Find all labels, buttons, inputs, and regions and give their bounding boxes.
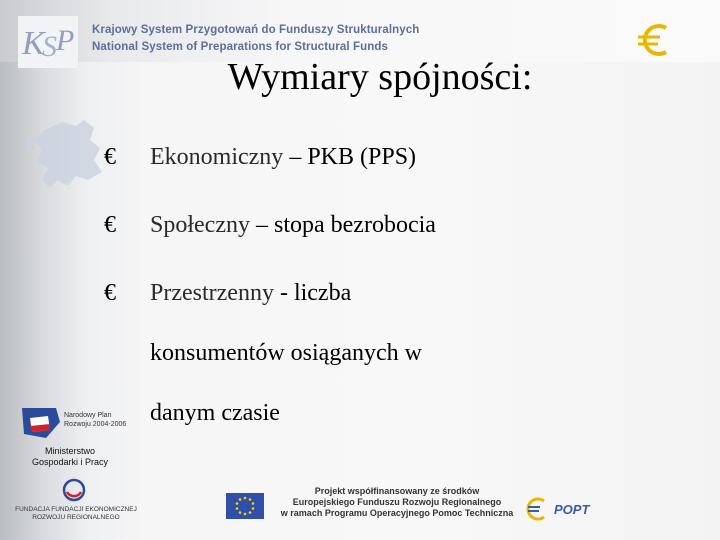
euro-logo-icon	[632, 18, 676, 62]
ministry-line2: Gospodarki i Pracy	[31, 457, 109, 468]
bullet-term: Społeczny	[150, 212, 250, 238]
ministry-line1: Ministerstwo	[44, 446, 95, 456]
bullet-term: Ekonomiczny	[150, 144, 284, 170]
bullet-rest: – stopa bezrobocia	[249, 212, 436, 238]
npr-text: Narodowy Plan Rozwoju 2004-2006	[64, 412, 127, 428]
bullet-term: Przestrzenny	[150, 280, 274, 306]
project-line2: Europejskiego Funduszu Rozwoju Regionalnego	[292, 496, 502, 507]
bullet-rest: – PKB (PPS)	[283, 144, 417, 170]
svg-text:P: P	[56, 24, 75, 57]
project-line1: Projekt współfinansowany ze środków	[314, 486, 480, 496]
org-name-english: National System of Preparations for Structural Funds	[92, 41, 388, 53]
svg-text:K: K	[22, 25, 45, 62]
org-name-polish: Krajowy System Przygotowań do Funduszy Strukturalnych	[92, 24, 420, 36]
euro-bullet-icon: €	[104, 280, 116, 306]
foundation-logo-icon	[62, 478, 86, 502]
ministry-label	[20, 446, 120, 469]
svg-text:S: S	[42, 30, 57, 63]
ksp-logo	[18, 16, 78, 68]
euro-bullet-icon: €	[104, 212, 116, 238]
project-cofinancing-text	[272, 486, 522, 518]
eu-flag-icon	[226, 493, 264, 519]
popt-logo-icon	[524, 496, 550, 522]
foundation-text: FUNDACJA FUNDACJI EKONOMICZNEJ ROZWOJU REGIONALNEGO	[15, 506, 137, 522]
bullet-continuation: danym czasie	[150, 400, 280, 426]
popt-label: POPT	[554, 502, 590, 517]
bullet-continuation: konsumentów osiąganych w	[150, 340, 422, 366]
euro-bullet-icon: €	[104, 144, 116, 170]
europe-map-watermark	[14, 110, 114, 200]
project-line3: w ramach Programu Operacyjnego Pomoc Techniczna	[280, 507, 514, 518]
bullet-rest: - liczba	[273, 280, 352, 306]
slide-title: Wymiary spójności:	[227, 56, 533, 98]
